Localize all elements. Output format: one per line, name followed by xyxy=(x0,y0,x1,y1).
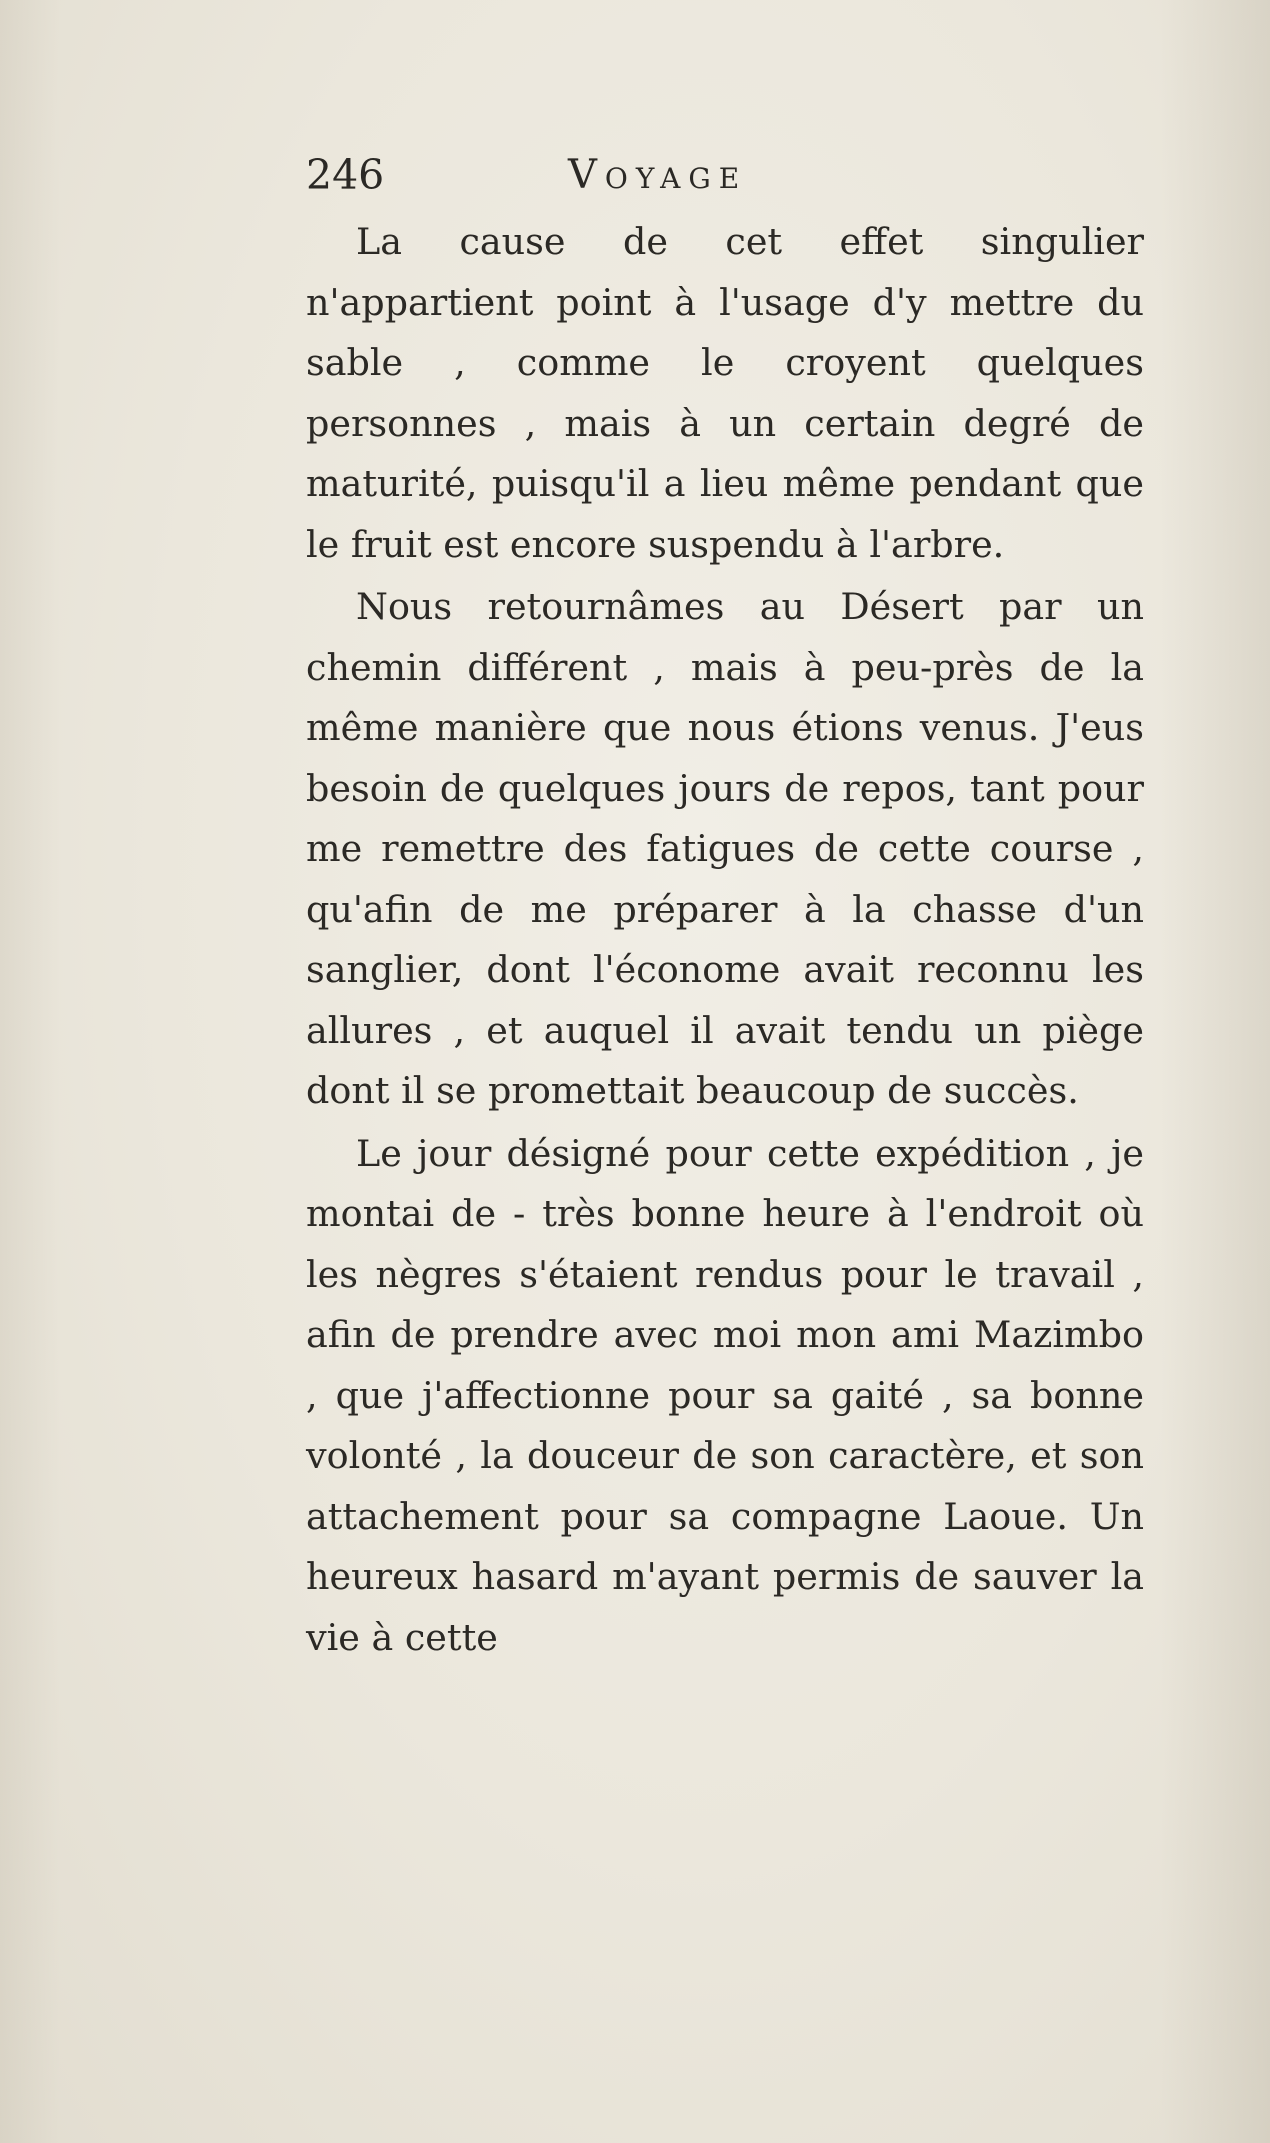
page-gutter-shadow xyxy=(0,0,60,2143)
page-edge-shadow xyxy=(1160,0,1270,2143)
running-title: Voyage xyxy=(568,152,748,198)
body-text xyxy=(306,212,1144,1670)
paragraph-1: La cause de cet effet singulier n'appartient point à l'usage d'y mettre du sable , comme le croyent quelques personnes , mais à un certain degré de maturité, puisqu'il a lieu même pendant que le fruit est encore suspendu à l'arbre. xyxy=(306,220,1144,566)
page-header xyxy=(306,150,866,200)
paragraph-3: Le jour désigné pour cette expédition , je montai de - très bonne heure à l'endroit où les nègres s'étaient rendus pour le travail , afin de prendre avec moi mon ami Mazimbo , que j'affectionne pour sa gaité , sa bonne volonté , la douceur de son caractère, et son attachement pour sa compagne Laoue. Un heureux hasard m'ayant permis de sauver la vie à cette xyxy=(306,1131,1144,1659)
paragraph-2: Nous retournâmes au Désert par un chemin différent , mais à peu-près de la même manière que nous étions venus. J'eus besoin de quelques jours de repos, tant pour me remettre des fatigues de cette course , qu'afin de me préparer à la chasse d'un sanglier, dont l'économe avait reconnu les allures , et auquel il avait tendu un piège dont il se promettait beaucoup de succès. xyxy=(306,585,1144,1112)
page-number: 246 xyxy=(306,151,385,199)
